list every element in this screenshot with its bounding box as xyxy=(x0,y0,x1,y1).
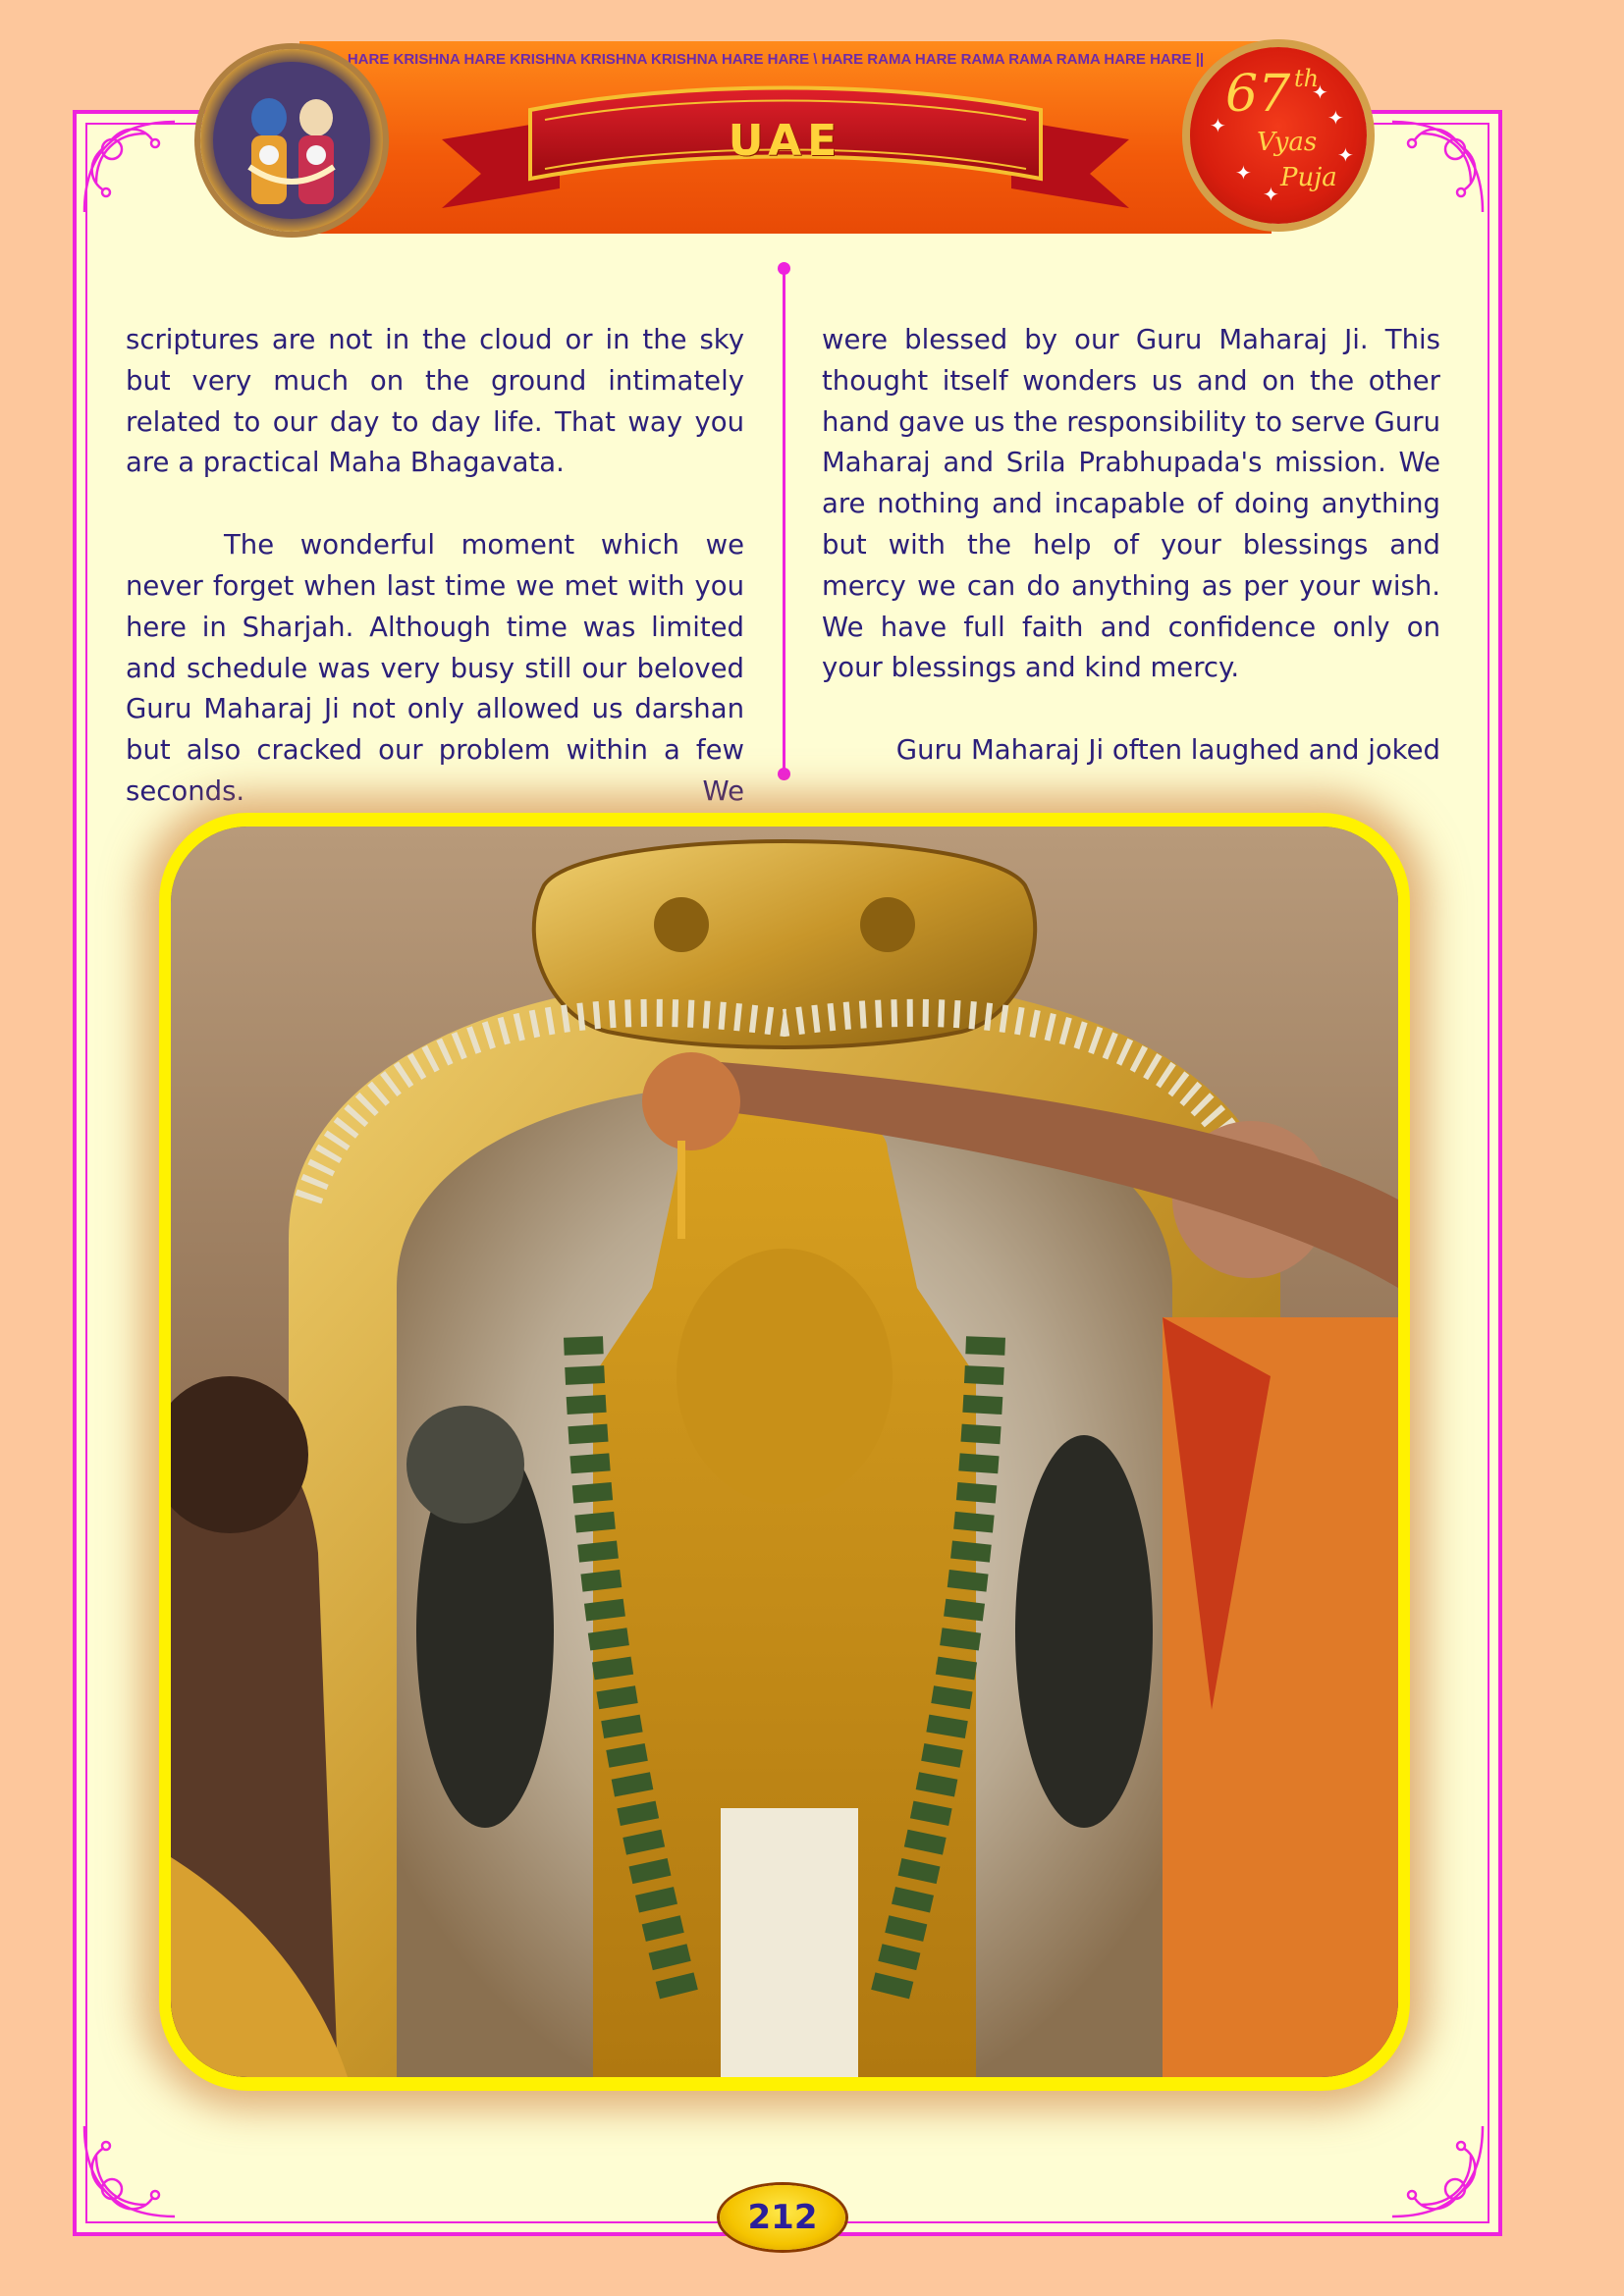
left-paragraph-2: The wonderful moment which we never forget when last time we met with you here in Sharjah. Although time was limited and schedule was very busy still our beloved Guru Maharaj Ji not only allowed us darshan but also cracked our problem within a few seconds. We xyxy=(126,529,744,807)
star-icon: ✦ xyxy=(1210,114,1226,137)
page-number: 212 xyxy=(720,2185,845,2250)
column-divider xyxy=(783,268,785,774)
right-paragraph-2: Guru Maharaj Ji often laughed and joked xyxy=(895,734,1440,767)
left-paragraph-1: scriptures are not in the cloud or in the sky but very much on the ground intimately related to our day to day life. That way you are a practical Maha Bhagavata. xyxy=(126,324,744,479)
badge-line-2: Puja xyxy=(1280,163,1337,192)
badge-line-1: Vyas xyxy=(1257,128,1318,157)
corner-flourish-icon xyxy=(77,114,194,232)
vyas-puja-badge xyxy=(1190,47,1367,224)
star-icon: ✦ xyxy=(1263,183,1279,206)
star-icon: ✦ xyxy=(1327,106,1344,130)
deity-medallion-icon xyxy=(200,49,383,232)
star-icon: ✦ xyxy=(1235,161,1252,185)
star-icon: ✦ xyxy=(1337,143,1354,167)
badge-number: 67 xyxy=(1225,65,1291,124)
left-column xyxy=(126,320,744,813)
right-column xyxy=(822,320,1440,772)
star-icon: ✦ xyxy=(1312,80,1328,104)
page-title: UAE xyxy=(728,116,843,166)
corner-flourish-icon xyxy=(1373,114,1490,232)
deity-abhishek-photo xyxy=(171,827,1398,2077)
header-mantra: HARE KRISHNA HARE KRISHNA KRISHNA KRISHNA HARE HARE \ HARE RAMA HARE RAMA RAMA RAMA HARE HARE || xyxy=(347,51,1205,68)
right-paragraph-1: were blessed by our Guru Maharaj Ji. This thought itself wonders us and on the other hand gave us the responsibility to serve Guru Maharaj and Srila Prabhupada's mission. We are nothing and incapable of doing anything but with the help of your blessings and mercy we can do anything as per your wish. We have full faith and confidence only on your blessings and kind mercy. xyxy=(822,324,1440,684)
corner-flourish-icon xyxy=(1373,2107,1490,2224)
corner-flourish-icon xyxy=(77,2107,194,2224)
badge-suffix: th xyxy=(1294,65,1320,92)
